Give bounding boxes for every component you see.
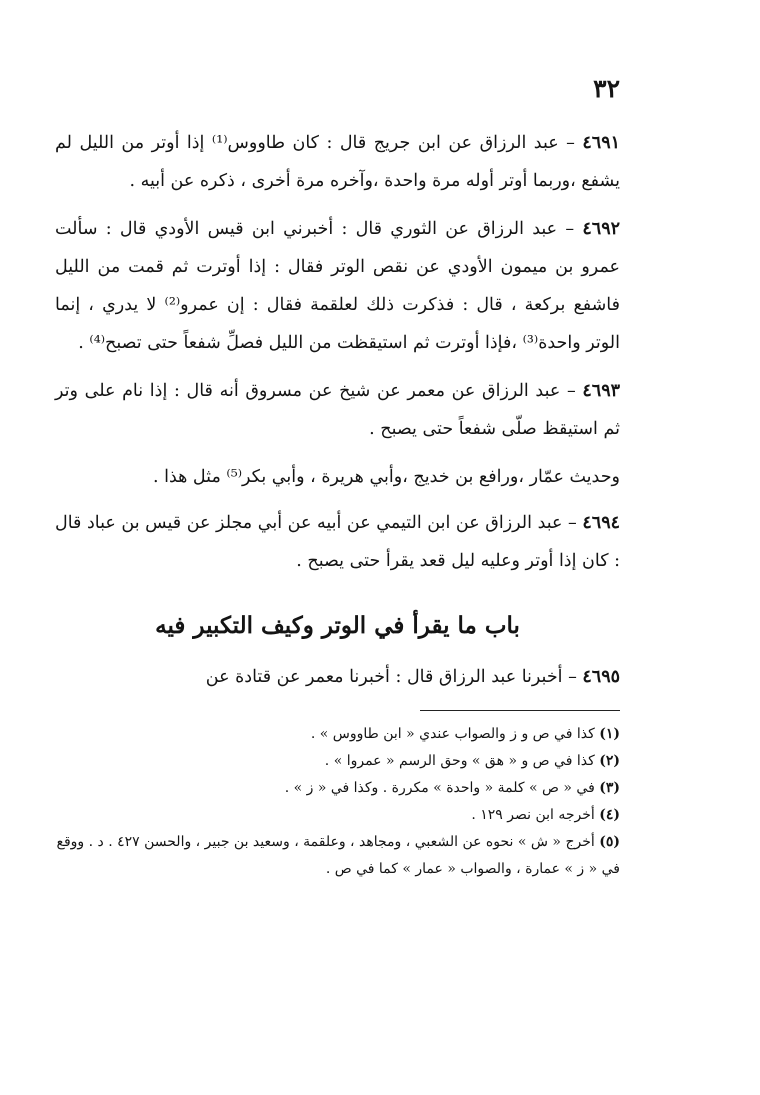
hadith-number: ٤٦٩١ <box>582 133 620 153</box>
footnote-text: كذا في ص و « هق » وحق الرسم « عمروا » . <box>324 753 600 769</box>
footnote-number: (١) <box>599 726 620 742</box>
hadith-number: ٤٦٩٥ <box>582 667 620 687</box>
hadith-text: – عبد الرزاق عن الثوري قال : أخبرني ابن قيس الأودي قال : سألت عمرو بن ميمون الأودي عن نقص الوتر فقال : إذا أوترت ثم قمت من الليل فاشفع بركعة ، قال : فذكرت ذلك لعلقمة فقال : إن عمرو⁽²⁾ لا يدري ، إنما الوتر واحدة⁽³⁾ ،فإذا أوترت ثم استيقظت من الليل فصلِّ شفعاً حتى تصبح⁽⁴⁾ . <box>55 219 620 353</box>
book-page <box>55 70 620 883</box>
footnotes <box>55 721 620 883</box>
footnote-text: كذا في ص و ز والصواب عندي « ابن طاووس » . <box>310 726 600 742</box>
hadith-text: – عبد الرزاق عن ابن جريج قال : كان طاووس⁽¹⁾ إذا أوتر من الليل لم يشفع ،وربما أوتر أوله مرة واحدة ،وآخره مرة أخرى ، ذكره عن أبيه . <box>55 133 620 191</box>
hadith-4694 <box>55 504 620 580</box>
hadith-text: – أخبرنا عبد الرزاق قال : أخبرنا معمر عن قتادة عن <box>205 667 583 687</box>
hadith-text: – عبد الرزاق عن ابن التيمي عن أبيه عن أبي مجلز عن قيس بن عباد قال : كان إذا أوتر وعليه ليل قعد يقرأ حتى يصبح . <box>55 513 620 571</box>
footnote-5 <box>55 829 620 883</box>
hadith-number: ٤٦٩٣ <box>582 381 620 401</box>
related-narrations-note: وحديث عمّار ،ورافع بن خديج ،وأبي هريرة ، وأبي بكر⁽⁵⁾ مثل هذا . <box>152 467 620 487</box>
hadith-4693 <box>55 372 620 448</box>
hadith-number: ٤٦٩٢ <box>582 219 620 239</box>
chapter-title: باب ما يقرأ في الوتر وكيف التكبير فيه <box>155 612 520 639</box>
footnote-number: (٣) <box>599 780 620 796</box>
footnote-1 <box>55 721 620 748</box>
hadith-4691 <box>55 124 620 200</box>
hadith-text: – عبد الرزاق عن معمر عن شيخ عن مسروق أنه قال : إذا نام على وتر ثم استيقظ صلّى شفعاً حتى يصبح . <box>55 381 620 439</box>
hadith-number: ٤٦٩٤ <box>582 513 620 533</box>
footnote-separator <box>420 710 620 711</box>
footnote-number: (٥) <box>599 834 620 850</box>
hadith-4695 <box>55 658 620 696</box>
footnote-4 <box>55 802 620 829</box>
footnote-number: (٤) <box>599 807 620 823</box>
footnote-number: (٢) <box>599 753 620 769</box>
footnote-text: في « ص » كلمة « واحدة » مكررة . وكذا في « ز » . <box>284 780 600 796</box>
footnote-2 <box>55 748 620 775</box>
page-number: ٣٢ <box>593 74 620 103</box>
hadith-4692 <box>55 210 620 362</box>
footnote-text: أخرجه ابن نصر ١٢٩ . <box>471 807 600 823</box>
footnote-text: أخرج « ش » نحوه عن الشعبي ، ومجاهد ، وعلقمة ، وسعيد بن جبير ، والحسن ٤٢٧ . د . ووقع في « ز » عمارة ، والصواب « عمار » كما في ص . <box>56 834 620 877</box>
footnote-3 <box>55 775 620 802</box>
